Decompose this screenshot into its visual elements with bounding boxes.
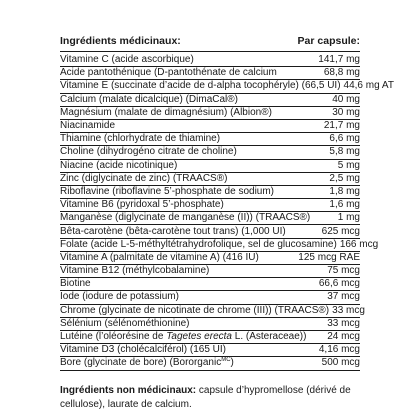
ingredient-amount: 6,6 mg bbox=[329, 133, 360, 145]
ingredient-amount: 4,16 mcg bbox=[318, 344, 360, 356]
ingredient-amount: 75 mcg bbox=[327, 265, 360, 277]
ingredient-name-part: ) bbox=[230, 357, 234, 369]
ingredient-amount: 40 mg bbox=[332, 93, 360, 105]
ingredient-name: Vitamine B12 (méthylcobalamine) bbox=[60, 265, 210, 277]
ingredient-name: Riboflavine (riboflavine 5’-phosphate de sodium) bbox=[60, 185, 275, 197]
ingredient-row bbox=[60, 278, 360, 291]
ingredient-row bbox=[60, 252, 360, 265]
table-header bbox=[60, 36, 360, 52]
ingredient-row bbox=[60, 80, 394, 93]
ingredient-row bbox=[60, 331, 360, 344]
ingredient-name: Choline (dihydrogéno citrate de choline) bbox=[60, 146, 237, 158]
ingredient-name: Magnésium (malate de dimagnésium) (Albion®) bbox=[60, 106, 272, 118]
ingredient-amount: 21,7 mg bbox=[323, 120, 360, 132]
ingredient-amount: 1 mg bbox=[337, 212, 360, 224]
ingredient-row bbox=[60, 199, 360, 212]
ingredient-name: Bêta-carotène (bêta-carotène tout trans) (1,000 UI) bbox=[60, 225, 286, 237]
ingredient-name: Acide pantothénique (D-pantothénate de calcium bbox=[60, 67, 277, 79]
ingredient-amount: 66,6 mcg bbox=[318, 278, 360, 290]
ingredient-amount: 1,6 mg bbox=[329, 199, 360, 211]
ingredient-row bbox=[60, 212, 360, 225]
ingredient-name: Vitamine D3 (cholécalciférol) (165 UI) bbox=[60, 344, 226, 356]
ingredient-name: Sélénium (sélénométhionine) bbox=[60, 317, 190, 329]
ingredient-row bbox=[60, 304, 365, 318]
ingredient-row bbox=[60, 318, 360, 331]
ingredient-name: Chrome (glycinate de nicotinate de chrome (III)) (TRAACS®) bbox=[60, 304, 330, 316]
header-ingredients-label: Ingrédients médicinaux: bbox=[60, 35, 181, 47]
ingredient-name: Manganèse (diglycinate de manganèse (II)) (TRAACS®) bbox=[60, 212, 311, 224]
ingredient-amount: 68,8 mg bbox=[323, 67, 360, 79]
ingredient-row bbox=[60, 186, 360, 199]
ingredient-name: Vitamine B6 (pyridoxal 5’-phosphate) bbox=[60, 199, 224, 211]
ingredient-amount: 500 mcg bbox=[321, 357, 360, 369]
ingredient-name: Niacine (acide nicotinique) bbox=[60, 159, 178, 171]
ingredient-name: Iode (iodure de potassium) bbox=[60, 291, 179, 303]
ingredient-name: Biotine bbox=[60, 278, 91, 290]
ingredient-row bbox=[60, 107, 360, 120]
ingredient-row bbox=[60, 54, 360, 67]
ingredient-row bbox=[60, 225, 360, 238]
ingredient-row bbox=[60, 120, 360, 133]
ingredient-row bbox=[60, 265, 360, 278]
header-per-capsule-label: Par capsule: bbox=[297, 35, 360, 47]
ingredient-amount: 625 mcg bbox=[321, 225, 360, 237]
non-medicinal-label: Ingrédients non médicinaux: bbox=[60, 384, 197, 396]
ingredient-row bbox=[60, 291, 360, 304]
ingredient-name bbox=[60, 358, 237, 368]
ingredient-amount: 30 mg bbox=[332, 106, 360, 118]
ingredient-name-part: L. (Asteraceae)) bbox=[231, 331, 307, 343]
trademark-superscript: MC bbox=[221, 357, 231, 364]
ingredient-row bbox=[60, 357, 360, 370]
ingredient-name: Niacinamide bbox=[60, 120, 116, 132]
ingredient-name: Vitamine E (succinate d’acide de d-alpha tocophéryle) (66,5 UI) bbox=[60, 80, 341, 92]
ingredient-row bbox=[60, 146, 360, 159]
ingredient-amount: 5,8 mg bbox=[329, 146, 360, 158]
ingredient-name-part: Bore (glycinate de bore) (Bororganic bbox=[60, 357, 222, 369]
ingredient-amount: 33 mcg bbox=[327, 317, 360, 329]
ingredient-name: Calcium (malate dicalcique) (DimaCal®) bbox=[60, 93, 238, 105]
ingredient-name: Thiamine (chlorhydrate de thiamine) bbox=[60, 133, 221, 145]
ingredient-name: Zinc (diglycinate de zinc) (TRAACS®) bbox=[60, 172, 228, 184]
ingredient-row bbox=[60, 344, 360, 357]
ingredient-name: Vitamine C (acide ascorbique) bbox=[60, 54, 194, 66]
ingredient-latin-name: Tagetes erecta bbox=[166, 331, 232, 343]
ingredient-amount: 141,7 mg bbox=[318, 54, 360, 66]
ingredient-name-part: Lutéine (l’oléorésine de bbox=[60, 331, 167, 343]
ingredient-row bbox=[60, 67, 360, 80]
ingredient-amount: 2,5 mg bbox=[329, 172, 360, 184]
ingredient-amount: 33 mcg bbox=[332, 304, 365, 316]
ingredient-row bbox=[60, 94, 360, 107]
ingredient-name: Vitamine A (palmitate de vitamine A) (416 IU) bbox=[60, 251, 259, 263]
ingredient-row bbox=[60, 160, 360, 173]
ingredient-row bbox=[60, 238, 379, 252]
ingredient-amount: 1,8 mg bbox=[329, 185, 360, 197]
ingredient-amount: 24 mcg bbox=[327, 331, 360, 343]
ingredient-amount: 44,6 mg AT bbox=[343, 80, 394, 92]
ingredient-amount: 5 mg bbox=[337, 159, 360, 171]
ingredient-amount: 166 mcg bbox=[339, 238, 379, 250]
ingredient-row bbox=[60, 133, 360, 146]
ingredient-amount: 37 mcg bbox=[327, 291, 360, 303]
ingredient-amount: 125 mcg RAE bbox=[298, 251, 360, 263]
ingredient-name: Folate (acide L-5-méthyltétrahydrofolique, sel de glucosamine) bbox=[60, 238, 337, 250]
ingredient-list bbox=[60, 54, 394, 371]
ingredient-row bbox=[60, 173, 360, 186]
non-medicinal-ingredients bbox=[60, 384, 360, 412]
non-medicinal-text: capsule d’hypromellose (dérivé de cellulose), laurate de calcium. bbox=[60, 384, 351, 410]
ingredient-name bbox=[60, 332, 309, 342]
